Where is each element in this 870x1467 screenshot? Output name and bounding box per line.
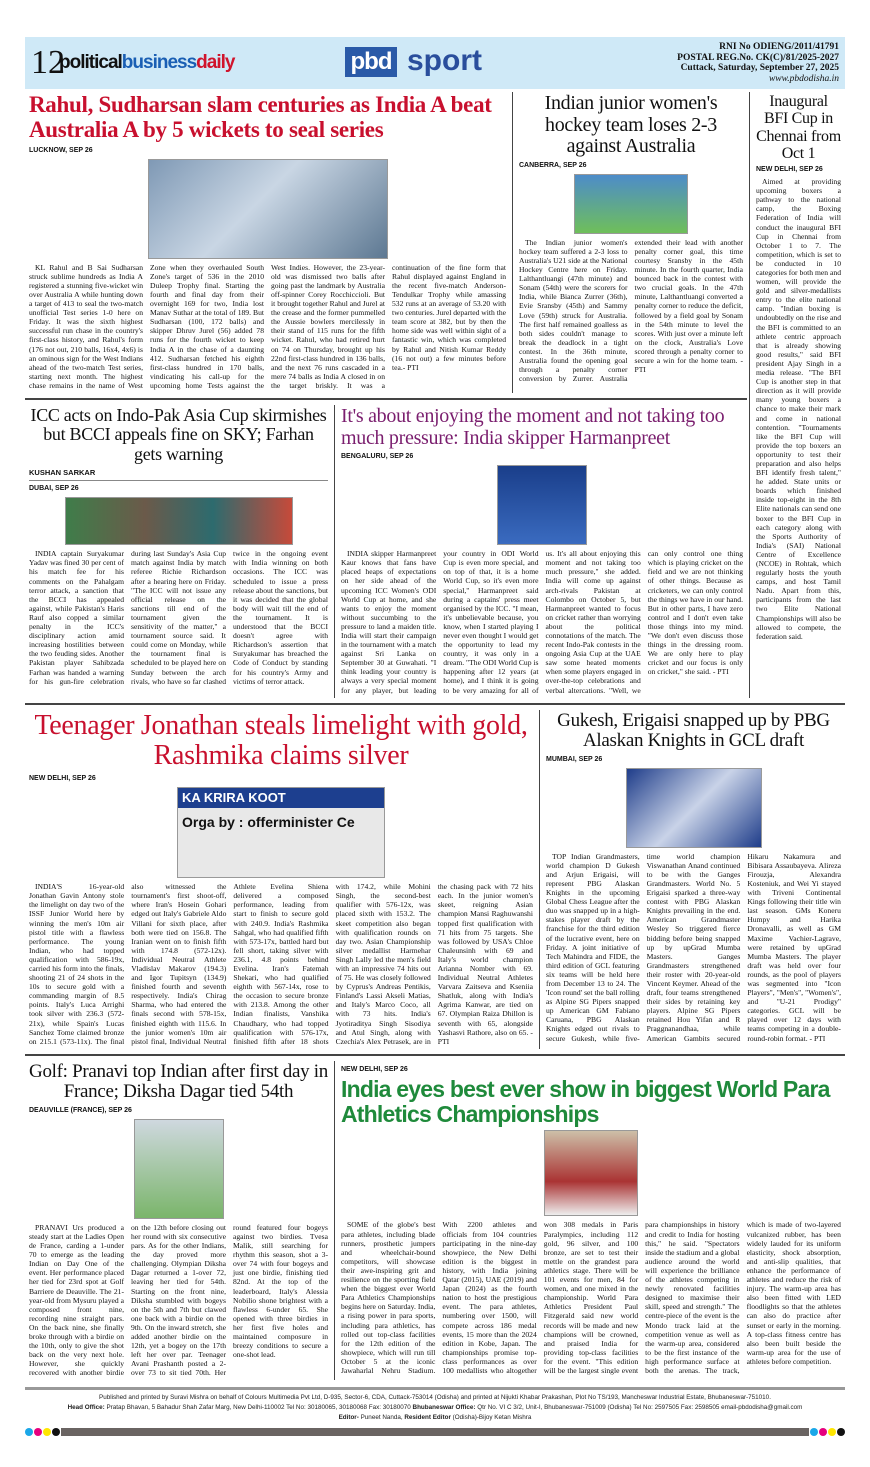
row-3 xyxy=(25,707,845,1052)
imprint xyxy=(25,1387,845,1423)
dateline: DEAUVILLE (FRANCE), SEP 26 xyxy=(29,1106,132,1114)
row-2 xyxy=(25,402,747,701)
story-gukesh xyxy=(542,707,845,1052)
bbsr-label: Bhubaneswar Office: xyxy=(412,1404,476,1412)
magenta-mark xyxy=(819,1428,827,1436)
headline: Gukesh, Erigaisi snapped up by PBG Alaskan Knights in GCL draft xyxy=(557,709,830,752)
section-divider xyxy=(25,703,845,705)
story-jonathan xyxy=(25,707,537,1052)
page-number: 12 xyxy=(31,44,65,81)
article-body: INDIA'S 16-year-old Jonathan Gavin Antony stole the limelight on day two of the ISSF Junior World here by winning the men's 10m air pistol title with a flawless performance. The young Indian, who had topped qualification with 586-19x, carried his form into the finals, shooting 21 of 24 shots in the 10s to secure gold with a commanding margin of 8.5 points. Italy's Luca Arrighi took silver with 236.3 (572-21x), while Spain's Lucas Sanchez Tome claimed bronze on 215.1 (573-11x). The final also witnessed the tournament's first shoot-off, where Iran's Hosein Gohari edged out Italy's Gabriele Aldo Villani for sixth place, after both were tied on 156.8. The Iranian went on to finish fifth with 174.8 (572-12x). Individual Neutral Athlete Vladislav Makarov (194.3) and Igor Tupitsyn (134.9) finished fourth and seventh respectively. India's Chirag Sharma, who had entered the finals second with 578-15x, finished eighth with 115.6. In the junior women's 10m air pistol final, Individual Neutral Athlete Evelina Shiena delivered a composed performance, leading from start to finish to secure gold with 240.9. India's Rashmika Sahgal, who had qualified fifth with 573-17x, battled hard but fell short, taking silver with 236.1, 4.8 points behind Evelina. Iran's Fatemah Shekari, who had qualified eighth with 567-14x, rose to the occasion to secure bronze with 213.8. Among the other Indian finalists, Vanshika Chaudhary, who had topped qualification with 576-17x, finished fifth after 18 shots with 174.2, while Mohini Singh, the second-best qualifier with 576-12x, was placed sixth with 153.2. The skeet competition also began with qualification rounds on day two. Asian Championship silver medallist Harmehar Singh Lally led the men's field with an impressive 74 hits out of 75. He was closely followed by Cyprus's Andreas Pentikis, Finland's Lassi Akseli Matias, and Italy's Marco Coco, all with 73 hits. India's Jyotiraditya Singh Sisodiya and Atul Singh, along with Czechia's Alex Petrasek, are in the chasing pack with 72 hits each. In the junior women's skeet, reigning Asian champion Mansi Raghuwanshi topped first qualification with 71 hits from 75 targets. She was followed by USA's Chloe Chaleunsinh with 69 and Italy's world champion Arianna Nomber with 69. Individual Neutral Athletes Varvara Zaitseva and Kseniia Shatluk, along with India's Agrima Kanwar, are tied on 67. Olympian Raiza Dhillon is seventh with 65, alongside Yashasvi Rathore, also on 65. - PTI xyxy=(29,882,533,1046)
headline: ICC acts on Indo-Pak Asia Cup skirmishes but BCCI appeals fine on SKY; Farhan gets warning xyxy=(30,404,327,464)
resident-label: Resident Editor xyxy=(404,1414,451,1422)
article-body: PRANAVI Urs produced a steady start at the Ladies Open de France, carding a 1-under 70 to emerge as the leading Indian on Day One of the event. Her performance placed her tied for 23rd spot at Golf Barriere de Deauville. The 21-year-old from Mysuru played a composed front nine, recording nine straight pars. On the back nine, she finally broke through with a birdie on the 10th, only to give the shot back on the very next hole. However, she quickly recovered with another birdie on the 12th before closing out her round with six consecutive pars. As for the other Indians, the day proved more challenging. Olympian Diksha Dagar returned a 1-over 72, leaving her tied for 54th. Starting on the front nine, Diksha stumbled with bogeys on the 5th and 7th but clawed one back with a birdie on the 9th. On the inward stretch, she added another birdie on the 12th, yet a bogey on the 17th left her over par. Teenager Avani Prashanth posted a 2-over 73 to sit tied 70th. Her round featured four bogeys against two birdies. Tvesa Malik, still searching for rhythm this season, shot a 3-over 74 with four bogeys and just one birdie, finishing tied 82nd. At the top of the leaderboard, Italy's Alessia Nobilio shone brightest with a flawless 6-under 65. She opened with three birdies in her first five holes and maintained composure in breezy conditions to secure a one-shot lead. xyxy=(29,1222,328,1378)
section-title: sport xyxy=(407,44,482,77)
website: www.pbdodisha.in xyxy=(768,73,839,84)
cyan-mark xyxy=(810,1428,818,1436)
registration-marks xyxy=(25,1427,845,1437)
imprint-line: Published and printed by Suravi Mishra on behalf of Colours Multimedia Pvt Ltd, D-935, Sector-6, CDA, Cuttack-753014 (Odisha) and printed at Nijukti Khabar Prakashan, Plot No TS/193, Mancheswar Industrial Estate, Bhubaneswar-751010. xyxy=(99,1394,771,1402)
story-hockey xyxy=(515,89,747,396)
yellow-mark xyxy=(828,1428,836,1436)
golfer-photo xyxy=(134,1119,224,1219)
brand-daily: daily xyxy=(196,52,235,73)
black-mark xyxy=(52,1428,60,1436)
registration-bar xyxy=(61,1428,809,1436)
harmanpreet-photo xyxy=(497,465,587,545)
resident-editor: (Odisha)-Bijoy Ketan Mishra xyxy=(452,1414,532,1422)
cyan-mark xyxy=(25,1428,33,1436)
column-rule xyxy=(749,92,750,698)
dateline: CANBERRA, SEP 26 xyxy=(519,161,587,169)
postal-reg: POSTAL REG.No. CK(C)/81/2025-2027 xyxy=(677,52,839,63)
newspaper-logo xyxy=(59,52,234,74)
dateline: MUMBAI, SEP 26 xyxy=(546,755,603,763)
magenta-mark xyxy=(34,1428,42,1436)
section-divider xyxy=(25,398,747,400)
top-left xyxy=(25,89,747,701)
shooter-photo xyxy=(177,787,385,878)
publication-info xyxy=(677,42,839,84)
editor: Puneet Nanda, xyxy=(360,1414,403,1422)
headline: Golf: Pranavi top Indian after first day in France; Diksha Dagar tied 54th xyxy=(29,1060,328,1103)
story-icc xyxy=(25,402,332,701)
story-rahul xyxy=(25,89,510,396)
column-rule xyxy=(334,405,335,698)
hockey-photo xyxy=(574,174,688,234)
story-golf xyxy=(25,1058,332,1384)
headline: India eyes best ever show in biggest World Para Athletics Championships xyxy=(341,1075,830,1127)
article-body: SOME of the globe's best para athletes, including blade runners, prosthetic jumpers and wheelchair-bound competitors, will showcase their awe-inspiring grit and resilience on the sporting field when the biggest ever World Para Athletics Championships begins here on Saturday. India, a rising power in para sports, including para athletics, has rolled out top-class facilities for the 12th edition of the showpiece, which will run till October 5 at the iconic Jawaharlal Nehru Stadium. With 2200 athletes and officials from 104 countries participating in the nine-day showpiece, the New Delhi edition is the biggest in history, with India joining Qatar (2015), UAE (2019) and Japan (2024) as the fourth nation to host the prestigious event. The para athletes, numbering over 1500, will compete across 186 medal events, 15 more than the 2024 edition in Kobe, Japan. The championships promise top-class performances as over 100 medallists who altogether won 308 medals in Paris Paralympics, including 112 gold, 96 silver, and 100 bronze, are set to test their mettle on the grandest para athletics stage. There will be 101 events for men, 84 for women, and one mixed in the championship. World Para Athletics President Paul Fitzgerald said new world records will be made and new champions will be crowned, and praised India for providing top-class facilities for the event. "This edition will be the largest single event para championships in history and credit to India for hosting this," he said. "Spectators inside the stadium and a global audience around the world will experience the brilliance of the athletes competing in newly renovated facilities designed to maximise their skill, speed and strength." The centre-piece of the event is the Mondo track laid at the competition venue as well as the warm-up area, considered to be the first instance of the high performance surface at both the arenas. The track, which is made of two-layered vulcanized rubber, has been widely lauded for its uniform elasticity, shock absorption, and anti-slip qualities, that enhance the performance of athletes and reduce the risk of injury. The warm-up area has also been fitted with LED floodlights so that the athletes can also do practice after sunset or early in the morning. A top-class fitness centre has also been built beside the warm-up area for the use of athletes before competition. xyxy=(341,1220,841,1375)
dateline: NEW DELHI, SEP 26 xyxy=(29,775,96,783)
photo-banner: KA KRIRA KOOT xyxy=(178,788,384,808)
section-divider xyxy=(25,1054,845,1056)
players-photo xyxy=(65,497,293,545)
rni-number: RNI No ODIENG/2011/41791 xyxy=(719,42,839,52)
dateline: DUBAI, SEP 26 xyxy=(29,485,79,493)
brand-political: political xyxy=(59,52,122,73)
headline: It's about enjoying the moment and not taking too much pressure: India skipper Harmanpreet xyxy=(341,404,725,449)
dateline: LUCKNOW, SEP 26 xyxy=(29,146,93,154)
chess-photo xyxy=(626,768,762,848)
photo-text: Orga by : offerminister Ce xyxy=(182,814,355,831)
article-body: INDIA captain Suryakumar Yadav was fined 30 per cent of his match fee for his comments on the Pahalgam terror attack, a sanction that the BCCI has appealed against, while Pakistan's Haris Rauf also copped a similar penalty in the ICC's disciplinary action amid increasing hostilities between the two feuding sides. Another Pakistan player Sahibzada Farhan was handed a warning for his gun-fire celebration during last Sunday's Asia Cup match against India by match referee Richie Richardson after a hearing here on Friday. "The ICC will not issue any official release on the sanctions till end of the tournament given the sensitivity of the matter," a tournament source said. It could come on Monday, while the tournament final is scheduled to be played here on Sunday between the arch rivals, who have so far clashed twice in the ongoing event with India winning on both occasions. The ICC was scheduled to issue a press release about the sanctions, but it was decided that the global body will wait till the end of the tournament. It is understood that the BCCI doesn't agree with Richardson's assertion that Suryakumar has breached the Code of Conduct by standing for his country's Army and victims of terror attack. xyxy=(29,549,328,686)
section-logo: pbd xyxy=(345,47,397,77)
article-body: KL Rahul and B Sai Sudharsan struck sublime hundreds as India A registered a stunning five-wicket win over Australia A while hunting down a target of 413 to seal the two-match unofficial Test series 1-0 here on Friday. It was the sixth highest successful run chase in the country's first-class history, and Rahul's form (176 not out, 210 balls, 16x4, 4x6) is an ominous sign for the West Indians ahead of the two-match Test series, starting next month. The highest chase remains in the name of West Zone when they overhauled South Zone's target of 536 in the 2010 Duleep Trophy final. Starting the fourth and final day from their overnight 169 for two, India lost Manav Suthar at the total of 189. But Sudharsan (100, 172 balls) and skipper Dhruv Jurel (56) added 78 runs for the fourth wicket to keep India A in the chase of a daunting 412. Sudharsan fetched his eighth first-class hundred in 170 balls, vindicating his call-up for the upcoming home Tests against the West Indies. However, the 23-year-old was dismissed two balls after going past the landmark by Australia off-spinner Corey Rocchiccioli. But it brought together Rahul and Jurel at the crease and the former pummelled the Aussie bowlers mercilessly in their stand of 115 runs for the fifth wicket. Rahul, who had retired hurt on 74 on Thursday, brought up his 22nd first-class hundred in 136 balls, and the next 76 runs cascaded in a mere 74 balls as India A closed in on the target briskly. It was a continuation of the fine form that Rahul displayed against England in the recent five-match Anderson-Tendulkar Trophy while amassing 532 runs at an average of 53.20 with two centuries. Jurel departed with the team score at 382, but by then the home side was well within sight of a fantastic win, which was completed by Rahul and Nitish Kumar Reddy (16 not out) a few minutes before tea.- PTI xyxy=(29,262,506,390)
yellow-mark xyxy=(43,1428,51,1436)
story-para-athletics xyxy=(337,1058,845,1384)
row-4 xyxy=(25,1058,845,1384)
dateline: NEW DELHI, SEP 26 xyxy=(341,1065,408,1073)
brand-business: business xyxy=(121,52,197,73)
column-rule xyxy=(512,92,513,393)
column-rule xyxy=(334,1061,335,1381)
masthead xyxy=(25,37,845,89)
headline: Indian junior women's hockey team loses 2-3 against Australia xyxy=(544,92,718,158)
black-mark xyxy=(837,1428,845,1436)
headline: Rahul, Sudharsan slam centuries as India A beat Australia A by 5 wickets to seal series xyxy=(29,92,492,142)
article-body: The Indian junior women's hockey team suffered a 2-3 loss to Australia's U21 side at the National Hockey Centre here on Friday. Lalthantluangi (47th minute) and Sonam (54th) were the scorers for India, while Bianca Zurrer (36th), Evie Sransby (45th) and Sammy Love (59th) struck for Australia. The first half remained goalless as both sides couldn't manage to break the deadlock in a tight contest. In the 36th minute, Australia found the opening goal through a penalty corner conversion by Zurrer. Australia extended their lead with another penalty corner goal, this time courtesy Sransby in the 45th minute. In the fourth quarter, India bounced back in the contest with two crucial goals. In the 47th minute, Lalthantluangi converted a penalty corner to reduce the deficit, followed by a field goal by Sonam in the 54th minute to level the scores. With just over a minute left on the clock, Australia's Love scored through a penalty corner to secure a win for the home team. - PTI xyxy=(519,237,743,384)
dateline: NEW DELHI, SEP 26 xyxy=(756,166,823,174)
cricket-photo xyxy=(148,159,388,259)
head-office-label: Head Office: xyxy=(67,1404,105,1412)
article-body: INDIA skipper Harmanpreet Kaur knows that fans have placed heaps of expectations on her side ahead of the upcoming ICC Women's ODI World Cup at home, and she wants to enjoy the moment without succumbing to the pressure to land a maiden title. India will start their campaign in the tournament with a match against Sri Lanka on September 30 at Guwahati. "I think leading your country is always a very special moment for any player, but leading your country in ODI World Cup is even more special, and on top of that, it is a home World Cup, so it's even more special," Harmanpreet said during a captains' press meet organised by the ICC. "I mean, it's unbelievable because, you know, when I started playing I never even thought I would get the opportunity to lead my country, it was only in a dream. "The ODI World Cup is happening after 12 years (at home), and I think it is going to be very amazing for all of us. It's all about enjoying this moment and not taking too much pressure," she added. India will come up against arch-rivals Pakistan at Colombo on October 5, but Harmanpreet wanted to focus on cricket rather than worrying about the political connotations of the match. The recent Indo-Pak contests in the ongoing Asia Cup at the UAE saw some heated moments when some players engaged in over-the-top celebrations and verbal altercations. "Well, we can only control one thing which is playing cricket on the field and we are not thinking of other things. Because as cricketers, we can only control the things we have in our hand. But in other parts, I have zero control and I don't even take those things into my mind. "We don't even discuss those things in the dressing room. We are only here to play cricket and our focus is only on cricket," she said. - PTI xyxy=(341,549,743,695)
article-body: Aimed at providing upcoming boxers a pathway to the national camp, the Boxing Federation of India will conduct the inaugural BFI Cup in Chennai from October 1 to 7. The competition, which is set to be conducted in 10 categories for both men and women, will provide the gold and silver-medallists entry to the elite national camp. "Indian boxing is undoubtedly on the rise and the BFI is committed to an athlete centric approach that is already showing good results," said BFI president Ajay Singh in a media release. "The BFI Cup is another step in that direction as it will provide many young boxers a chance to make their mark and come in national contention. "Tournaments like the BFI Cup will provide the top boxers an opportunity to test their preparation and also helps BFI identify fresh talent," he added. State units or boards which finished inside top-eight in the 8th Elite nationals can send one boxer to the BFI Cup in each category along with the Sports Authority of India's (SAI) National Centre of Excellence (NCOE) in Rohtak, which regularly hosts the youth camps, and host Tamil Nadu. Apart from this, participants from the last two Elite National Championships will also be allowed to compete, the federation said. xyxy=(756,177,841,641)
editor-label: Editor- xyxy=(338,1414,359,1422)
column-rule xyxy=(539,710,540,1049)
headline: Teenager Jonathan steals limelight with gold, Rashmika claims silver xyxy=(34,709,528,771)
headline: Inaugural BFI Cup in Chennai from Oct 1 xyxy=(756,93,841,162)
dateline: BENGALURU, SEP 26 xyxy=(341,453,414,461)
story-harmanpreet xyxy=(337,402,747,701)
article-body: TOP Indian Grandmasters, world champion D Gukesh and Arjun Erigaisi, will represent PBG Alaskan Knights in the upcoming Global Chess League after the duo was snapped up in a high-stakes player draft by the franchise for the third edition of the lucrative event, here on Friday. A joint initiative of Tech Mahindra and FIDE, the third edition of GCL featuring six teams will be held here from December 13 to 24. The 'Icon round' set the ball rolling as Alpine SG Pipers snapped up American GM Fabiano Caruana, PBG Alaskan Knights edged out rivals to secure Gukesh, while five-time world champion Viswanathan Anand continued to be with the Ganges Grandmasters. World No. 5 Erigaisi sparked a three-way contest with PBG Alaskan Knights prevailing in the end. American Grandmaster Wesley So triggered fierce bidding before being snapped up by upGrad Mumba Masters. Ganges Grandmasters strengthened their roster with 20-year-old Vincent Keymer. Ahead of the draft, four teams strengthened their sides by retaining key players. Alpine SG Pipers retained Hou Yifan and R Praggnanandhaa, while American Gambits secured Hikaru Nakamura and Bibisara Assaubayeva. Alireza Firouzja, Alexandra Kosteniuk, and Wei Yi stayed with Triveni Continental Kings following their title win last season. GMs Koneru Humpy and Harika Dronavalli, as well as GM Maxime Vachier-Lagrave, were retained by upGrad Mumba Masters. The player draft was held over four rounds, as the pool of players was segmented into "Icon Players", "Men's", "Women's", and "U-21 Prodigy" categories. GCL will be played over 12 days with teams competing in a double-round-robin format. - PTI xyxy=(546,851,841,1043)
issue-date: Cuttack, Saturday, September 27, 2025 xyxy=(680,63,839,73)
para-athlete-photo xyxy=(544,1130,638,1216)
top-block xyxy=(25,89,845,701)
byline: KUSHAN SARKAR xyxy=(29,468,328,481)
bbsr-office: Qtr No. VI C 3/2, Unit-I, Bhubaneswar-751009 (Odisha) Tel No: 2597505 Fax: 2598505 email-pbdodisha@gmail.com xyxy=(477,1404,803,1412)
story-bfi xyxy=(752,89,845,701)
newspaper-page xyxy=(25,0,845,1467)
head-office: Pratap Bhavan, 5 Bahadur Shah Zafar Marg, New Delhi-110002 Tel No: 30180065, 30180068 Fax: 30180070 xyxy=(106,1404,411,1412)
row-1 xyxy=(25,89,747,396)
